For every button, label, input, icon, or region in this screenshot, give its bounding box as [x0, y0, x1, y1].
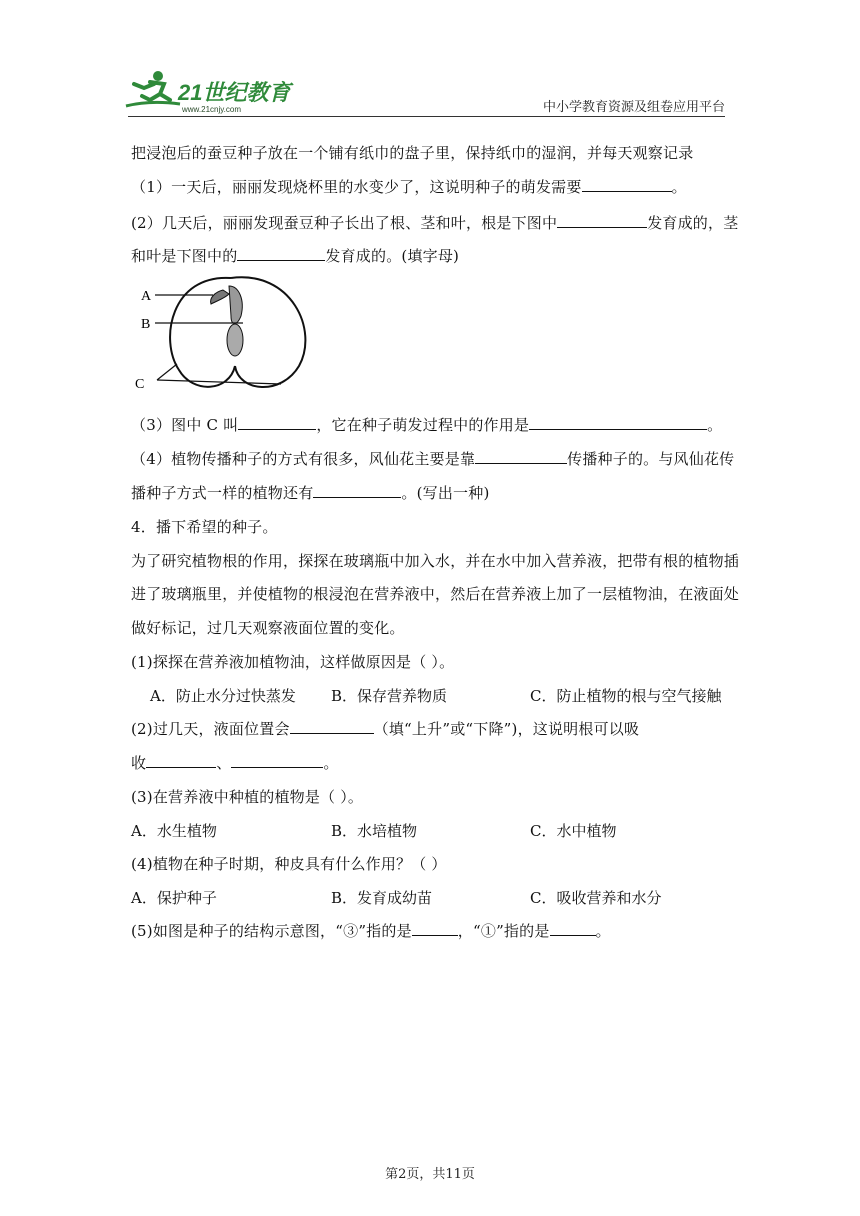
q4-title: 4．播下希望的种子。	[131, 518, 278, 536]
q3-part1-blank[interactable]	[582, 177, 672, 192]
q4-sub2-text-d: 、	[216, 754, 232, 772]
q4-sub2-line1	[131, 718, 639, 739]
q3-part4-line1	[131, 448, 734, 469]
q3-part2-text-c: 和叶是下图中的	[131, 247, 238, 265]
q4-intro-1: 为了研究植物根的作用，探探在玻璃瓶中加入水，并在水中加入营养液，把带有根的植物插	[131, 552, 740, 570]
q4-sub2-text-e: 。	[323, 754, 339, 772]
q3-part4-blank-plant[interactable]	[313, 483, 401, 498]
q4-sub5-blank-1[interactable]	[550, 921, 596, 936]
q3-part2-text-d: 发育成的。(填字母)	[325, 247, 460, 265]
q4-sub2-blank-level[interactable]	[290, 719, 374, 734]
q4-sub1-option-c[interactable]: C．防止植物的根与空气接触	[530, 687, 722, 705]
q4-sub1: (1)探探在营养液加植物油，这样做原因是（ ）。	[131, 653, 455, 671]
q3-part2-line1	[131, 212, 738, 233]
header-divider	[128, 116, 725, 117]
q4-sub2-text-c: 收	[131, 754, 147, 772]
q3-part4-blank-method[interactable]	[475, 449, 567, 464]
q3-part4-text-c: 播种子方式一样的植物还有	[131, 484, 314, 502]
q3-part2-text-b: 发育成的，茎	[647, 214, 739, 232]
q3-part4-text-d: 。(写出一种)	[401, 484, 490, 502]
platform-title: 中小学教育资源及组卷应用平台	[542, 100, 725, 115]
label-c: C	[135, 377, 145, 392]
q4-intro-3: 做好标记，过几天观察液面位置的变化。	[131, 619, 405, 637]
q4-sub2-text-b: （填“上升”或“下降”)，这说明根可以吸	[373, 720, 640, 738]
q3-part2-blank-stem[interactable]	[237, 246, 325, 261]
q3-part1: （1）一天后，丽丽发现烧杯里的水变少了，这说明种子的萌发需要 。	[131, 178, 687, 196]
q4-sub3-option-b[interactable]: B．水培植物	[331, 822, 418, 840]
q4-sub2-text-a: (2)过几天，液面位置会	[131, 720, 290, 738]
q4-sub2-blank-absorb-1[interactable]	[146, 753, 216, 768]
q3-part3-text-a: （3）图中 C 叫	[131, 416, 239, 434]
q4-sub5-text-a: (5)如图是种子的结构示意图，“③”指的是	[131, 922, 412, 940]
label-a: A	[141, 289, 152, 304]
q3-part2-line2	[131, 245, 459, 266]
q3-part3-text-b: ，它在种子萌发过程中的作用是	[316, 416, 530, 434]
q4-sub4: (4)植物在种子时期，种皮具有什么作用？（ ）	[131, 855, 447, 873]
q4-sub4-option-c[interactable]: C．吸收营养和水分	[530, 889, 662, 907]
site-logo	[120, 66, 300, 116]
q3-part4-text-a: （4）植物传播种子的方式有很多，风仙花主要是靠	[131, 450, 476, 468]
q4-sub4-option-b[interactable]: B．发育成幼苗	[331, 889, 433, 907]
seed-diagram	[131, 270, 321, 400]
q4-sub4-option-a[interactable]: A．保护种子	[131, 889, 217, 907]
embryo	[211, 286, 243, 356]
q3-part3: （3）图中 C 叫 ，它在种子萌发过程中的作用是 。	[131, 416, 723, 434]
q4-sub3-option-a[interactable]: A．水生植物	[131, 822, 217, 840]
q4-sub5	[131, 920, 611, 941]
q3-intro: 把浸泡后的蚕豆种子放在一个铺有纸巾的盘子里，保持纸巾的湿润，并每天观察记录	[131, 144, 694, 162]
q4-intro-2: 进了玻璃瓶里，并使植物的根浸泡在营养液中，然后在营养液上加了一层植物油，在液面处	[131, 585, 740, 603]
page-number: 第2页，共11页	[385, 1167, 475, 1182]
q3-part4-line2	[131, 482, 490, 503]
q4-sub5-text-c: 。	[595, 922, 611, 940]
q4-sub2-blank-absorb-2[interactable]	[231, 753, 323, 768]
q4-sub5-blank-3[interactable]	[412, 921, 458, 936]
q4-sub2-line2	[131, 752, 339, 773]
q3-part2-text-a: (2）几天后，丽丽发现蚕豆种子长出了根、茎和叶，根是下图中	[131, 214, 558, 232]
logo-text: 21世纪教育	[178, 80, 291, 105]
q3-part3-blank-role[interactable]	[529, 415, 707, 430]
q4-sub5-text-b: ，“①”指的是	[457, 922, 550, 940]
runner-icon	[126, 71, 180, 106]
label-b: B	[141, 317, 151, 332]
logo-url: www.21cnjy.com	[182, 105, 241, 114]
q4-sub3: (3)在营养液中种植的植物是（ ）。	[131, 788, 364, 806]
q4-sub3-option-c[interactable]: C．水中植物	[530, 822, 617, 840]
q3-part1-text: （1）一天后，丽丽发现烧杯里的水变少了，这说明种子的萌发需要	[131, 178, 582, 196]
q3-part3-blank-name[interactable]	[238, 415, 316, 430]
q3-part4-text-b: 传播种子的。与风仙花传	[567, 450, 735, 468]
q4-sub1-option-b[interactable]: B．保存营养物质	[331, 687, 448, 705]
q3-part2-blank-root[interactable]	[557, 213, 647, 228]
q4-sub1-option-a[interactable]: A．防止水分过快蒸发	[150, 687, 296, 705]
